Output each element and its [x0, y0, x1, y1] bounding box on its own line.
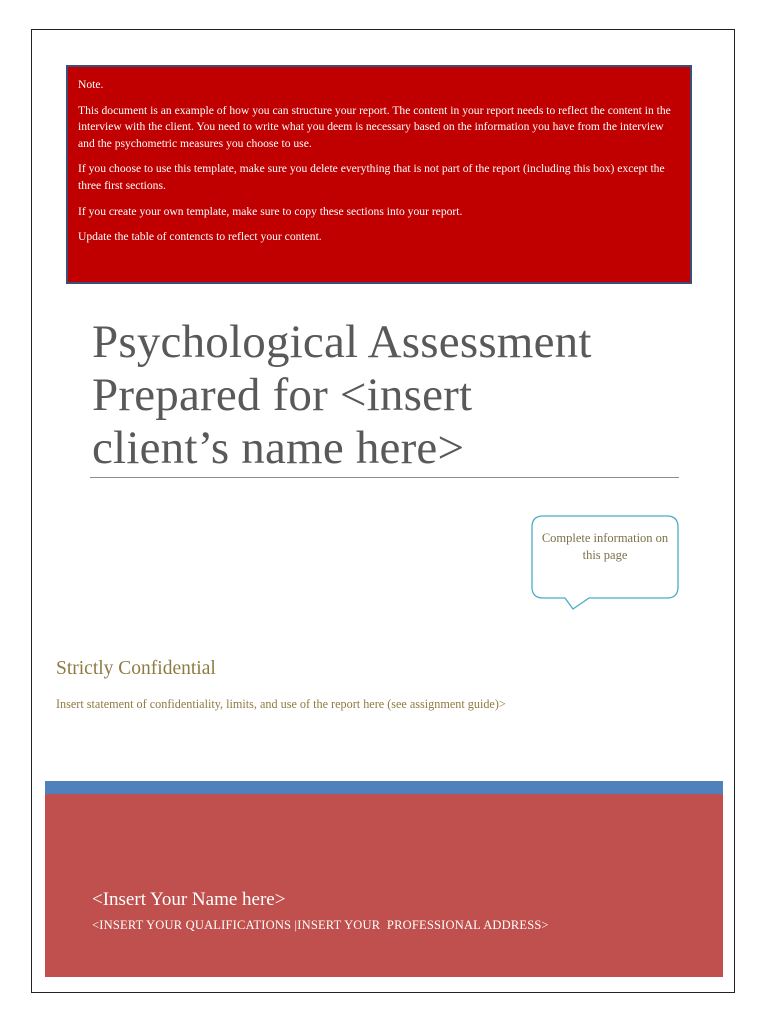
document-title: [92, 316, 682, 475]
callout-text: Complete information on this page: [541, 531, 669, 562]
author-qualifications: <INSERT YOUR QUALIFICATIONS |INSERT YOUR PROFESSIONAL ADDRESS>: [92, 918, 549, 932]
title-divider: [90, 477, 679, 478]
callout-bubble: [531, 515, 679, 599]
note-paragraph: This document is an example of how you can structure your report. The content in your report needs to reflect the content in the interview with the client. You need to write what you deem is necessary based on the information you have from the interview and the psychometric measures you choose to use.: [78, 103, 671, 150]
confidentiality-statement: Insert statement of confidentiality, limits, and use of the report here (see assignment guide)>: [56, 697, 506, 711]
confidential-heading: Strictly Confidential: [56, 658, 216, 679]
note-paragraph: Update the table of contencts to reflect your content.: [78, 230, 322, 244]
author-name: <Insert Your Name here>: [92, 889, 286, 910]
note-paragraph: If you choose to use this template, make sure you delete everything that is not part of the report (including this box) except the three first sections.: [78, 162, 665, 192]
accent-band: [45, 781, 723, 794]
note-heading: Note.: [78, 78, 104, 91]
title-line: Psychological Assessment: [92, 316, 592, 368]
note-box: [66, 65, 692, 284]
author-band: [45, 794, 723, 977]
note-paragraph: If you create your own template, make sure to copy these sections into your report.: [78, 204, 463, 218]
title-line: Prepared for <insert: [92, 369, 473, 421]
title-line: client’s name here>: [92, 422, 465, 474]
document-page: [31, 29, 735, 993]
